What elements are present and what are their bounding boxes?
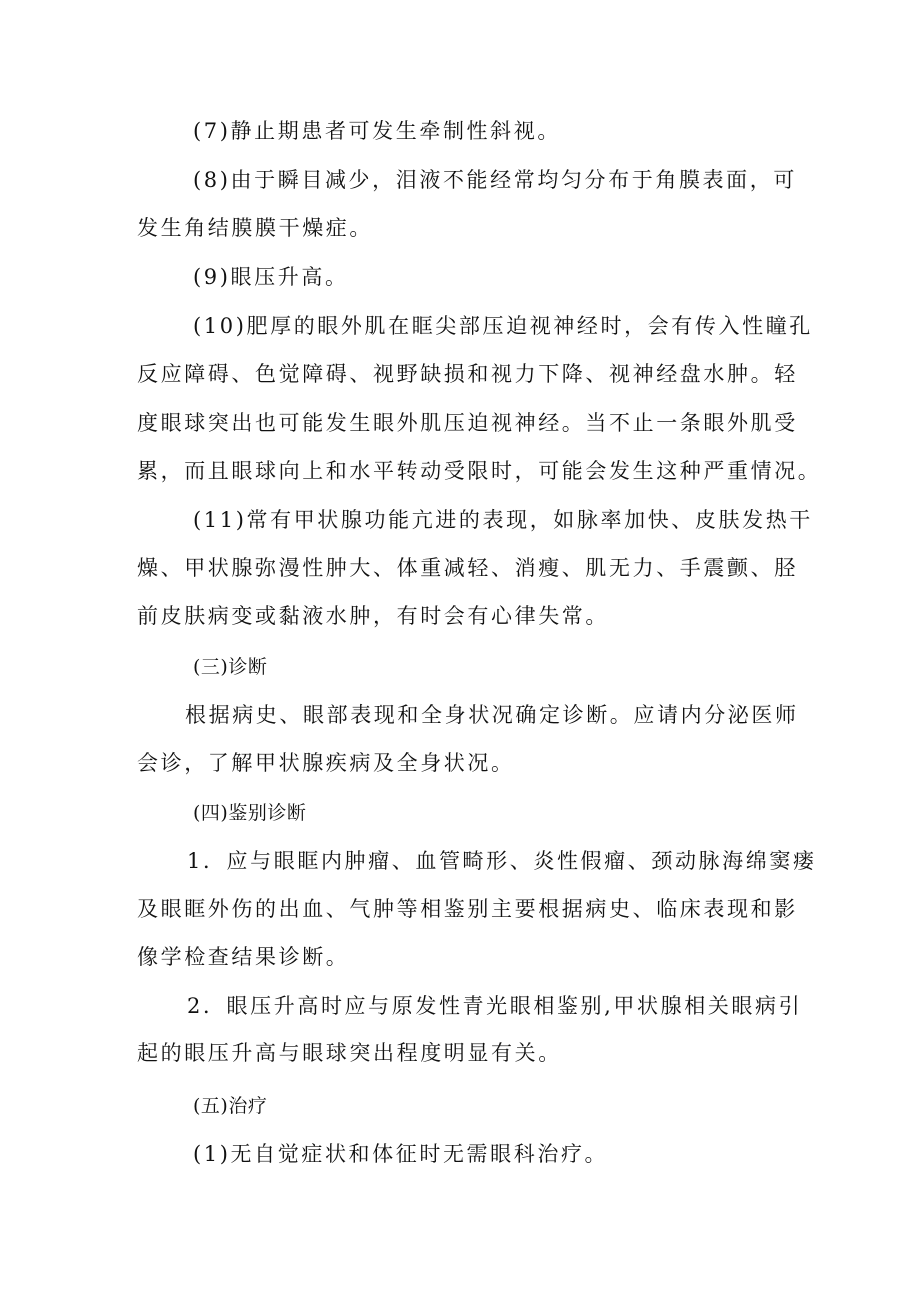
paragraph-9-line-1: (9)眼压升高。 <box>193 265 349 289</box>
differential-item-1-line-1: 1．应与眼眶内肿瘤、血管畸形、炎性假瘤、颈动脉海绵窦瘘 <box>187 849 817 873</box>
paragraph-7-line-1: (7)静止期患者可发生牵制性斜视。 <box>193 119 561 143</box>
section-heading-diagnosis: (三)诊断 <box>193 656 268 678</box>
treatment-item-1-line-1: (1)无自觉症状和体征时无需眼科治疗。 <box>193 1142 609 1166</box>
paragraph-10-line-4: 累，而且眼球向上和水平转动受限时，可能会发生这种严重情况。 <box>137 459 822 483</box>
paragraph-11-line-3: 前皮肤病变或黏液水肿，有时会有心律失常。 <box>137 604 609 628</box>
paragraph-10-line-3: 度眼球突出也可能发生眼外肌压迫视神经。当不止一条眼外肌受 <box>137 411 798 435</box>
paragraph-10-line-2: 反应障碍、色觉障碍、视野缺损和视力下降、视神经盘水肿。轻 <box>137 362 798 386</box>
paragraph-11-line-1: (11)常有甲状腺功能亢进的表现，如脉率加快、皮肤发热干 <box>193 508 813 532</box>
differential-item-2-line-2: 起的眼压升高与眼球突出程度明显有关。 <box>137 1041 562 1065</box>
paragraph-10-line-1: (10)肥厚的眼外肌在眶尖部压迫视神经时，会有传入性瞳孔 <box>193 314 813 338</box>
section-heading-treatment: (五)治疗 <box>193 1095 268 1117</box>
differential-item-2-line-1: 2．眼压升高时应与原发性青光眼相鉴别,甲状腺相关眼病引 <box>187 994 803 1018</box>
paragraph-8-line-2: 发生角结膜膜干燥症。 <box>137 216 373 240</box>
diagnosis-paragraph-line-1: 根据病史、眼部表现和全身状况确定诊断。应请内分泌医师 <box>185 703 799 727</box>
diagnosis-paragraph-line-2: 会诊，了解甲状腺疾病及全身状况。 <box>137 751 515 775</box>
differential-item-1-line-3: 像学检查结果诊断。 <box>137 945 350 969</box>
differential-item-1-line-2: 及眼眶外伤的出血、气肿等相鉴别主要根据病史、临床表现和影 <box>137 897 798 921</box>
section-heading-differential-diagnosis: (四)鉴别诊断 <box>193 802 307 824</box>
paragraph-11-line-2: 燥、甲状腺弥漫性肿大、体重减轻、消瘦、肌无力、手震颤、胫 <box>137 556 798 580</box>
paragraph-8-line-1: (8)由于瞬目减少，泪液不能经常均匀分布于角膜表面，可 <box>193 168 797 192</box>
